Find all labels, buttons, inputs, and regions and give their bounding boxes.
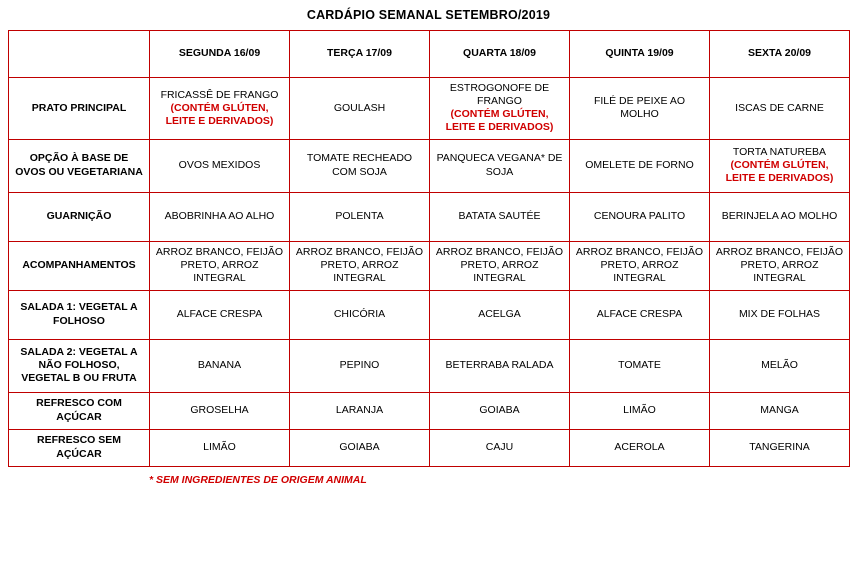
table-row <box>9 139 850 192</box>
cell-refresco-sem-wednesday: CAJU <box>430 429 570 466</box>
table-row <box>9 78 850 140</box>
cell-guarnicao-tuesday: POLENTA <box>290 192 430 241</box>
cell-prato-principal-tuesday <box>290 78 430 140</box>
cell-refresco-sem-friday: TANGERINA <box>710 429 850 466</box>
allergen-note: (CONTÉM GLÚTEN, LEITE E DERIVADOS) <box>165 101 274 127</box>
table-body <box>9 78 850 467</box>
table-row <box>9 290 850 339</box>
cell-opcao-tuesday <box>290 139 430 192</box>
cell-guarnicao-friday: BERINJELA AO MOLHO <box>710 192 850 241</box>
cell-refresco-sem-thursday: ACEROLA <box>570 429 710 466</box>
table-row <box>9 392 850 429</box>
cell-opcao-friday <box>710 139 850 192</box>
cell-salada1-monday: ALFACE CRESPA <box>150 290 290 339</box>
cell-salada1-tuesday: CHICÓRIA <box>290 290 430 339</box>
weekly-menu-table <box>8 30 850 467</box>
cell-prato-principal-friday <box>710 78 850 140</box>
cell-salada1-thursday: ALFACE CRESPA <box>570 290 710 339</box>
table-header <box>9 31 850 78</box>
footnote: * SEM INGREDIENTES DE ORIGEM ANIMAL <box>149 473 367 486</box>
cell-opcao-wednesday <box>430 139 570 192</box>
page-title-text: CARDÁPIO SEMANAL SETEMBRO/2019 <box>306 8 551 22</box>
cell-opcao-thursday <box>570 139 710 192</box>
cell-acompanhamentos-tuesday: ARROZ BRANCO, FEIJÃO PRETO, ARROZ INTEGRAL <box>290 241 430 290</box>
cell-text: TOMATE RECHEADO COM SOJA <box>306 152 413 178</box>
cell-text: TORTA NATUREBA <box>732 145 827 158</box>
row-label-guarnicao: GUARNIÇÃO <box>9 192 150 241</box>
cell-salada2-monday: BANANA <box>150 339 290 392</box>
allergen-note: (CONTÉM GLÚTEN, LEITE E DERIVADOS) <box>725 158 834 185</box>
cell-salada2-friday: MELÃO <box>710 339 850 392</box>
cell-refresco-com-wednesday: GOIABA <box>430 392 570 429</box>
day-header-friday: SEXTA 20/09 <box>710 31 850 78</box>
table-row <box>9 192 850 241</box>
cell-text: ISCAS DE CARNE <box>735 101 824 114</box>
day-header-thursday: QUINTA 19/09 <box>570 31 710 78</box>
cell-acompanhamentos-thursday: ARROZ BRANCO, FEIJÃO PRETO, ARROZ INTEGRAL <box>570 241 710 290</box>
row-label-refresco-sem-acucar: REFRESCO SEM AÇÚCAR <box>9 429 150 466</box>
cell-text: OVOS MEXIDOS <box>178 158 261 171</box>
cell-salada2-tuesday: PEPINO <box>290 339 430 392</box>
cell-refresco-com-tuesday: LARANJA <box>290 392 430 429</box>
cell-guarnicao-monday: ABOBRINHA AO ALHO <box>150 192 290 241</box>
cell-text: GOULASH <box>333 101 386 114</box>
table-row <box>9 429 850 466</box>
cell-guarnicao-wednesday: BATATA SAUTÉE <box>430 192 570 241</box>
cell-salada2-thursday: TOMATE <box>570 339 710 392</box>
cell-salada1-wednesday: ACELGA <box>430 290 570 339</box>
cell-refresco-sem-monday: LIMÃO <box>150 429 290 466</box>
cell-acompanhamentos-wednesday: ARROZ BRANCO, FEIJÃO PRETO, ARROZ INTEGRAL <box>430 241 570 290</box>
cell-acompanhamentos-monday: ARROZ BRANCO, FEIJÃO PRETO, ARROZ INTEGRAL <box>150 241 290 290</box>
cell-salada2-wednesday: BETERRABA RALADA <box>430 339 570 392</box>
row-label-salada-1: SALADA 1: VEGETAL A FOLHOSO <box>9 290 150 339</box>
cell-refresco-com-monday: GROSELHA <box>150 392 290 429</box>
cell-prato-principal-wednesday <box>430 78 570 140</box>
cell-refresco-com-friday: MANGA <box>710 392 850 429</box>
row-label-refresco-com-acucar: REFRESCO COM AÇÚCAR <box>9 392 150 429</box>
cell-text: OMELETE DE FORNO <box>585 158 694 171</box>
cell-prato-principal-thursday <box>570 78 710 140</box>
table-corner-cell <box>9 31 150 78</box>
table-row <box>9 339 850 392</box>
cell-text: PANQUECA VEGANA* DE SOJA <box>436 152 563 178</box>
cell-guarnicao-thursday: CENOURA PALITO <box>570 192 710 241</box>
cell-refresco-com-thursday: LIMÃO <box>570 392 710 429</box>
cell-prato-principal-monday <box>150 78 290 140</box>
cell-acompanhamentos-friday: ARROZ BRANCO, FEIJÃO PRETO, ARROZ INTEGRAL <box>710 241 850 290</box>
table-header-row <box>9 31 850 78</box>
day-header-monday: SEGUNDA 16/09 <box>150 31 290 78</box>
cell-salada1-friday: MIX DE FOLHAS <box>710 290 850 339</box>
page-title <box>0 0 857 30</box>
cell-text: FRICASSÊ DE FRANGO <box>160 88 279 101</box>
row-label-opcao-ovos-vegetariana: OPÇÃO À BASE DE OVOS OU VEGETARIANA <box>9 139 150 192</box>
table-row <box>9 241 850 290</box>
day-header-wednesday: QUARTA 18/09 <box>430 31 570 78</box>
day-header-tuesday: TERÇA 17/09 <box>290 31 430 78</box>
cell-text: ESTROGONOFE DE FRANGO <box>449 82 550 108</box>
row-label-acompanhamentos: ACOMPANHAMENTOS <box>9 241 150 290</box>
allergen-note: (CONTÉM GLÚTEN, LEITE E DERIVADOS) <box>445 108 554 134</box>
cell-opcao-monday <box>150 139 290 192</box>
row-label-prato-principal: PRATO PRINCIPAL <box>9 78 150 140</box>
cell-text: FILÉ DE PEIXE AO MOLHO <box>593 95 686 121</box>
cell-refresco-sem-tuesday: GOIABA <box>290 429 430 466</box>
row-label-salada-2: SALADA 2: VEGETAL A NÃO FOLHOSO, VEGETAL B OU FRUTA <box>9 339 150 392</box>
